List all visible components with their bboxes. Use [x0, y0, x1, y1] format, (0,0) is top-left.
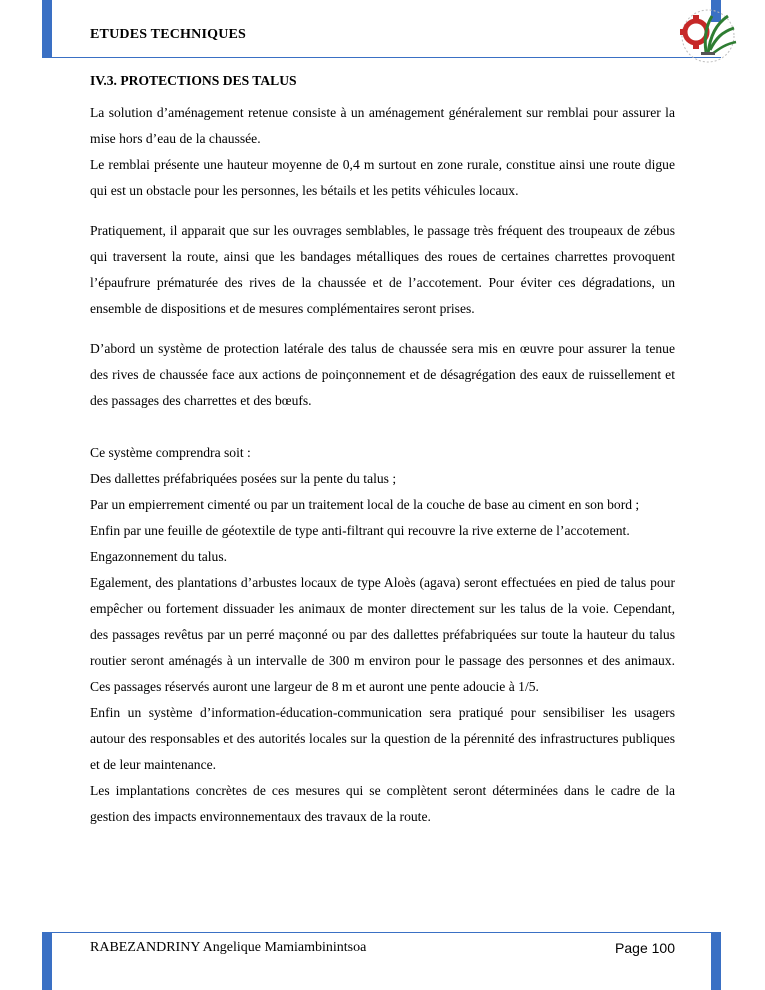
footer-accent-bar-right: [711, 932, 721, 990]
paragraph: Le remblai présente une hauteur moyenne de 0,4 m surtout en zone rurale, constitue ainsi une route digue qui est un obstacle pour les personnes, les bétails et les petits véhicules locaux.: [90, 157, 675, 198]
page-number: Page 100: [615, 940, 675, 956]
list-item: Des dallettes préfabriquées posées sur la pente du talus ;: [90, 471, 397, 486]
institution-logo-icon: [672, 6, 740, 64]
paragraph: Egalement, des plantations d’arbustes locaux de type Aloès (agava) seront effectuées en pied de talus pour empêcher ou fortement dissuader les animaux de monter directement sur les talus de la voie. Cependant, des passages revêtus par un perré maçonné ou par des dallettes préfabriquées sur toute la hauteur du talus routier seront aménagés à un intervalle de 300 m environ pour le passage des personnes et des animaux. Ces passages réservés auront une largeur de 8 m et auront une pente adoucie à 1/5.: [90, 575, 675, 694]
header-accent-bar-left: [42, 0, 52, 58]
header-rule: [42, 57, 721, 58]
paragraph: La solution d’aménagement retenue consiste à un aménagement généralement sur remblai pour assurer la mise hors d’eau de la chaussée.: [90, 105, 675, 146]
footer-accent-bar-left: [42, 932, 52, 990]
paragraph: Pratiquement, il apparait que sur les ouvrages semblables, le passage très fréquent des troupeaux de zébus qui traversent la route, ainsi que les bandages métalliques des roues de certaines charrettes provoquent l’épaufrure prématurée des rives de la chaussée et de l’accotement. Pour éviter ces dégradations, un ensemble de dispositions et de mesures complémentaires seront prises.: [90, 223, 675, 316]
paragraph: Les implantations concrètes de ces mesures qui se complètent seront déterminées dans le cadre de la gestion des impacts environnementaux des travaux de la route.: [90, 783, 675, 824]
section-title: IV.3. PROTECTIONS DES TALUS: [90, 73, 297, 88]
page-header-title: ETUDES TECHNIQUES: [90, 27, 247, 42]
document-body: [90, 68, 675, 830]
paragraph: D’abord un système de protection latérale des talus de chaussée sera mis en œuvre pour assurer la tenue des rives de chaussée face aux actions de poinçonnement et de désagrégation des eaux de ruissellement et des passages des charrettes et des bœufs.: [90, 341, 675, 408]
list-item: Engazonnement du talus.: [90, 549, 228, 564]
paragraph: Enfin un système d’information-éducation-communication sera pratiqué pour sensibiliser les usagers autour des responsables et des autorités locales sur la question de la pérennité des infrastructures publiques et de leur maintenance.: [90, 705, 675, 772]
footer-rule: [42, 932, 721, 933]
paragraph: Ce système comprendra soit :: [90, 445, 251, 460]
list-item: Enfin par une feuille de géotextile de type anti-filtrant qui recouvre la rive externe de l’accotement.: [90, 523, 630, 538]
footer-author: RABEZANDRINY Angelique Mamiambinintsoa: [90, 940, 367, 955]
list-item: Par un empierrement cimenté ou par un traitement local de la couche de base au ciment en son bord ;: [90, 497, 640, 512]
